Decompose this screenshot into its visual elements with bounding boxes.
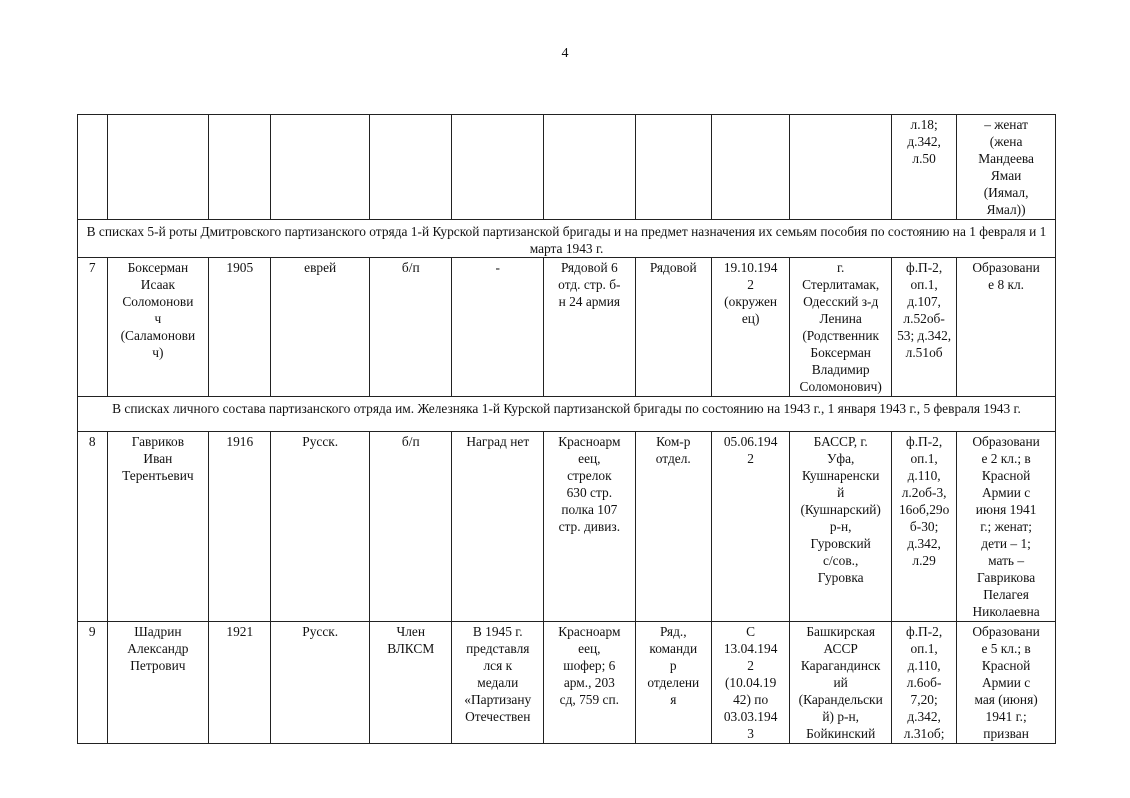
date-cell: С 13.04.194 2 (10.04.19 42) по 03.03.194 3 [711, 622, 789, 744]
full-name-cell: Гавриков Иван Терентьевич [107, 432, 209, 622]
row-number-cell: 9 [78, 622, 108, 744]
date-cell: 19.10.194 2 (окружен ец) [711, 258, 789, 397]
table-row [78, 622, 1056, 744]
section-header-row [78, 397, 1056, 432]
awards-cell: - [452, 258, 544, 397]
address-cell [790, 115, 892, 220]
position-cell [635, 115, 711, 220]
notes-cell: – женат (жена Мандеева Ямаи (Иямал, Ямал)) [957, 115, 1056, 220]
party-cell: б/п [370, 432, 452, 622]
birth-year-cell: 1921 [209, 622, 271, 744]
row-number-cell: 7 [78, 258, 108, 397]
awards-cell [452, 115, 544, 220]
service-before-cell: Красноарм еец, стрелок 630 стр. полка 107 стр. дивиз. [544, 432, 636, 622]
full-name-cell [107, 115, 209, 220]
archive-reference-cell: ф.П-2, оп.1, д.107, л.52об- 53; д.342, л.51об [892, 258, 957, 397]
position-cell: Ряд., команди р отделени я [635, 622, 711, 744]
full-name-cell: Шадрин Александр Петрович [107, 622, 209, 744]
awards-cell: В 1945 г. представля лся к медали «Партизану Отечествен [452, 622, 544, 744]
nationality-cell [271, 115, 370, 220]
birth-year-cell: 1916 [209, 432, 271, 622]
table-row [78, 258, 1056, 397]
position-cell: Рядовой [635, 258, 711, 397]
notes-cell: Образовани е 8 кл. [957, 258, 1056, 397]
row-number-cell [78, 115, 108, 220]
service-before-cell [544, 115, 636, 220]
party-cell: б/п [370, 258, 452, 397]
date-cell [711, 115, 789, 220]
archive-reference-cell: ф.П-2, оп.1, д.110, л.6об- 7,20; д.342, л.31об; [892, 622, 957, 744]
section-header-row [78, 220, 1056, 258]
table-row [78, 432, 1056, 622]
address-cell: Башкирская АССР Карагандинск ий (Карандельски й) р-н, Бойкинский [790, 622, 892, 744]
section-header-text: В списках личного состава партизанского отряда им. Железняка 1-й Курской партизанской бригады по состоянию на 1943 г., 1 января 1943 г., 5 февраля 1943 г. [78, 397, 1056, 432]
notes-cell: Образовани е 2 кл.; в Красной Армии с июня 1941 г.; женат; дети – 1; мать – Гаврикова Пелагея Николаевна [957, 432, 1056, 622]
position-cell: Ком-р отдел. [635, 432, 711, 622]
nationality-cell: Русск. [271, 622, 370, 744]
service-before-cell: Рядовой 6 отд. стр. б- н 24 армия [544, 258, 636, 397]
page-number: 4 [561, 46, 569, 61]
birth-year-cell: 1905 [209, 258, 271, 397]
table-row [78, 115, 1056, 220]
party-cell [370, 115, 452, 220]
notes-cell: Образовани е 5 кл.; в Красной Армии с мая (июня) 1941 г.; призван [957, 622, 1056, 744]
row-number-cell: 8 [78, 432, 108, 622]
awards-cell: Наград нет [452, 432, 544, 622]
date-cell: 05.06.194 2 [711, 432, 789, 622]
section-header-text: В списках 5-й роты Дмитровского партизанского отряда 1-й Курской партизанской бригады и на предмет назначения их семьям пособия по состоянию на 1 февраля и 1 марта 1943 г. [78, 220, 1056, 258]
address-cell: г. Стерлитамак, Одесский з-д Ленина (Родственник Боксерман Владимир Соломонович) [790, 258, 892, 397]
full-name-cell: Боксерман Исаак Соломонови ч (Саламонови ч) [107, 258, 209, 397]
archive-reference-cell: л.18; д.342, л.50 [892, 115, 957, 220]
birth-year-cell [209, 115, 271, 220]
archive-reference-cell: ф.П-2, оп.1, д.110, л.2об-3, 16об,29о б-30; д.342, л.29 [892, 432, 957, 622]
nationality-cell: Русск. [271, 432, 370, 622]
nationality-cell: еврей [271, 258, 370, 397]
records-table [77, 114, 1056, 744]
party-cell: Член ВЛКСМ [370, 622, 452, 744]
address-cell: БАССР, г. Уфа, Кушнаренски й (Кушнарский) р-н, Гуровский с/сов., Гуровка [790, 432, 892, 622]
service-before-cell: Красноарм еец, шофер; 6 арм., 203 сд, 759 сп. [544, 622, 636, 744]
